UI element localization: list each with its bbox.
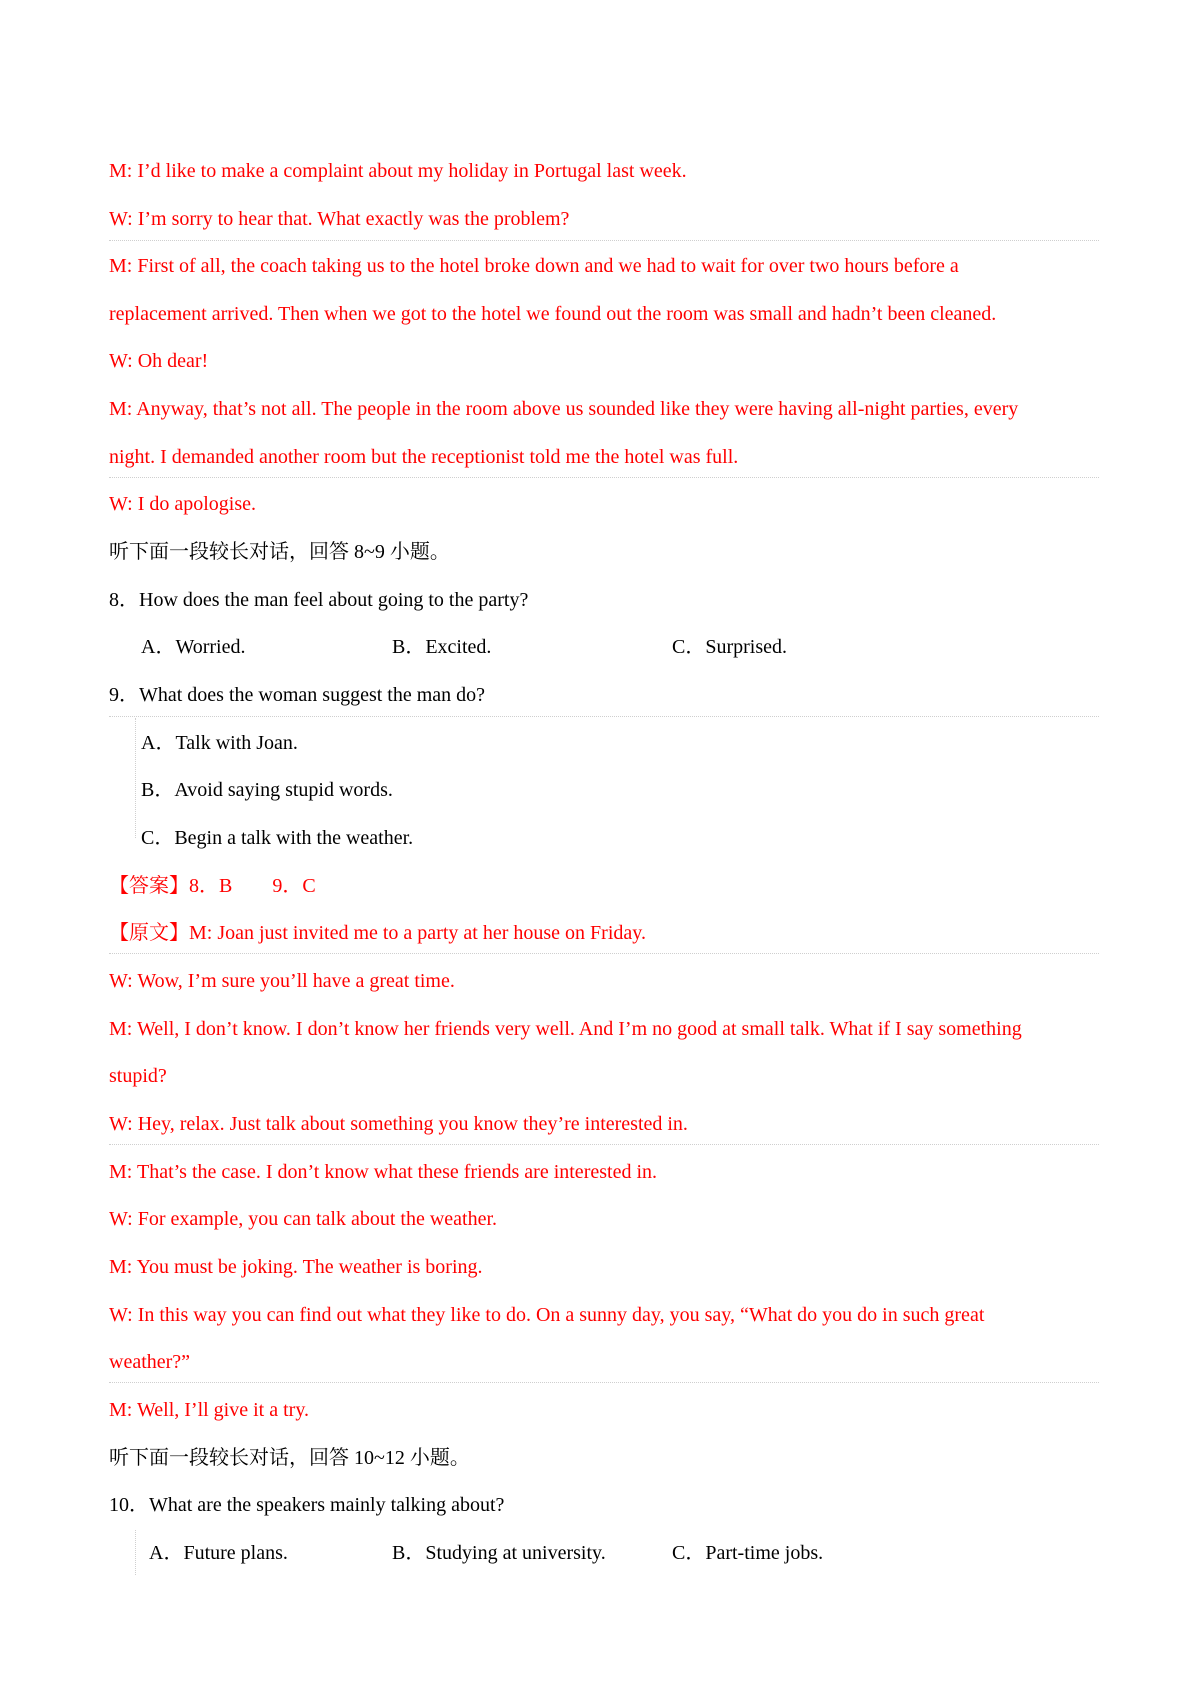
dialogue-line: M: Anyway, that’s not all. The people in the room above us sounded like they were having all-night parties, every (109, 398, 1019, 420)
dialogue-line: W: Oh dear! (109, 350, 209, 372)
transcript-line: M: That’s the case. I don’t know what these friends are interested in. (109, 1161, 657, 1183)
question-8-option-c: C．Surprised. (672, 636, 787, 658)
dialogue-line: W: I do apologise. (109, 493, 257, 515)
question-10-option-b: B．Studying at university. (392, 1542, 606, 1564)
answer-8: 8．B (189, 875, 233, 897)
transcript-line: W: For example, you can talk about the weather. (109, 1208, 498, 1230)
answer-9: 9．C (272, 875, 316, 897)
dialogue-line: M: First of all, the coach taking us to the hotel broke down and we had to wait for over two hours before a (109, 255, 959, 277)
section-instruction: 听下面一段较长对话，回答 8~9 小题。 (109, 541, 450, 563)
dotted-divider (109, 240, 1099, 241)
transcript-line: W: Hey, relax. Just talk about something you know they’re interested in. (109, 1113, 688, 1135)
transcript-line: M: Joan just invited me to a party at her house on Friday. (189, 922, 646, 944)
question-8-option-b: B．Excited. (392, 636, 492, 658)
dotted-divider (109, 716, 1099, 717)
dotted-divider (109, 1382, 1099, 1383)
transcript-line: M: Well, I’ll give it a try. (109, 1399, 310, 1421)
transcript-line: M: Well, I don’t know. I don’t know her friends very well. And I’m no good at small talk. What if I say something (109, 1018, 1022, 1040)
question-10-option-c: C．Part-time jobs. (672, 1542, 824, 1564)
question-9-option-a: A．Talk with Joan. (141, 732, 298, 754)
transcript-first-line (109, 920, 646, 946)
dotted-divider (109, 477, 1099, 478)
dialogue-line: M: I’d like to make a complaint about my holiday in Portugal last week. (109, 160, 687, 182)
question-10-option-a: A．Future plans. (149, 1542, 288, 1564)
question-9-option-b: B．Avoid saying stupid words. (141, 779, 393, 801)
transcript-line: M: You must be joking. The weather is boring. (109, 1256, 483, 1278)
question-8-option-a: A．Worried. (141, 636, 246, 658)
question-10-stem: 10．What are the speakers mainly talking about? (109, 1494, 505, 1516)
answer-line (109, 873, 316, 899)
question-9-stem: 9．What does the woman suggest the man do? (109, 684, 486, 706)
transcript-line: weather?” (109, 1351, 191, 1373)
dialogue-line: W: I’m sorry to hear that. What exactly was the problem? (109, 208, 570, 230)
section-instruction: 听下面一段较长对话，回答 10~12 小题。 (109, 1447, 470, 1469)
dotted-divider (109, 953, 1099, 954)
answer-tag: 【答案】 (109, 875, 189, 897)
dialogue-line: night. I demanded another room but the receptionist told me the hotel was full. (109, 446, 739, 468)
question-9-option-c: C．Begin a talk with the weather. (141, 827, 414, 849)
transcript-line: stupid? (109, 1065, 167, 1087)
dialogue-line: replacement arrived. Then when we got to the hotel we found out the room was small and hadn’t been cleaned. (109, 303, 997, 325)
transcript-line: W: In this way you can find out what they like to do. On a sunny day, you say, “What do you do in such great (109, 1304, 985, 1326)
transcript-line: W: Wow, I’m sure you’ll have a great time. (109, 970, 455, 992)
transcript-tag: 【原文】 (109, 922, 189, 944)
dotted-divider (109, 1144, 1099, 1145)
question-8-stem: 8．How does the man feel about going to the party? (109, 589, 529, 611)
dotted-margin (135, 1530, 136, 1575)
dotted-margin (135, 718, 136, 838)
